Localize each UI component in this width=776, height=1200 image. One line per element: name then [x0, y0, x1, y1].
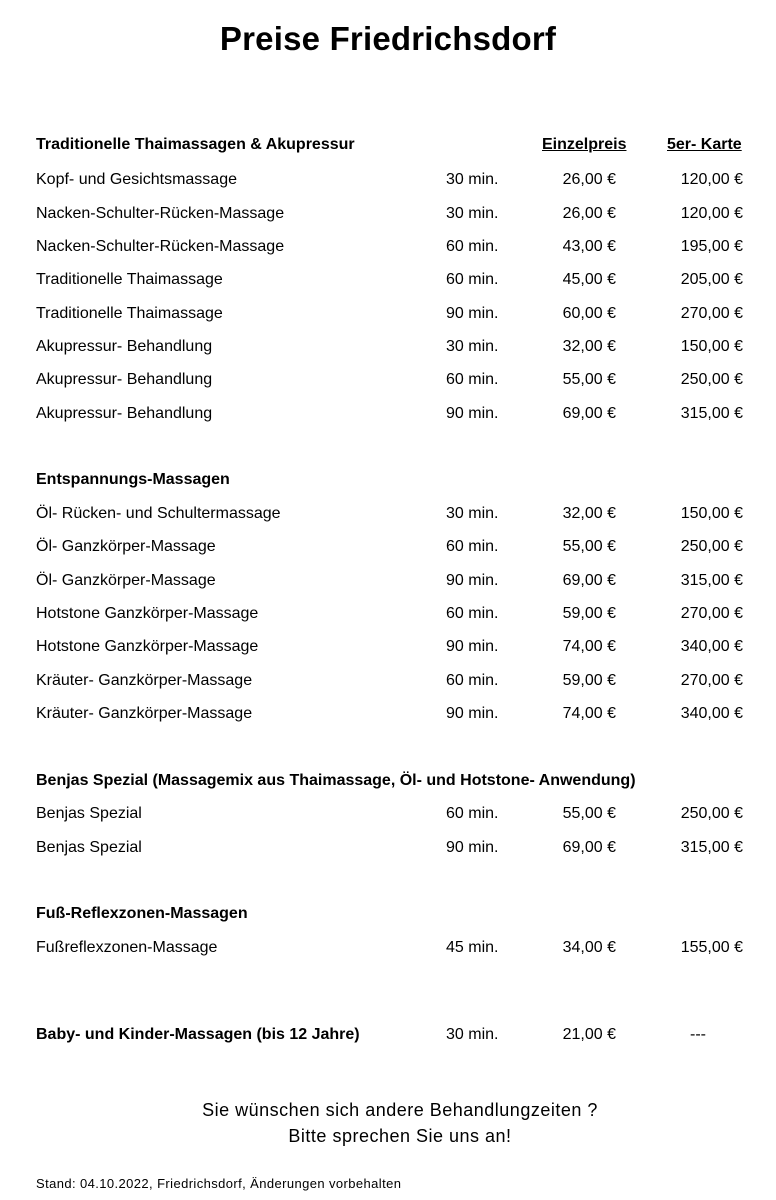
treatment-duration: 30 min.: [446, 1026, 499, 1043]
treatment-name: Öl- Rücken- und Schultermassage: [36, 505, 281, 522]
section-header-thai: [0, 133, 776, 157]
single-price: 26,00 €: [562, 205, 616, 222]
card-price: 250,00 €: [680, 538, 743, 555]
single-price: 60,00 €: [562, 305, 616, 322]
treatment-name: Traditionelle Thaimassage: [36, 305, 223, 322]
treatment-duration: 30 min.: [446, 171, 499, 188]
treatment-name: Baby- und Kinder-Massagen (bis 12 Jahre): [36, 1026, 360, 1043]
card-price: 120,00 €: [680, 205, 743, 222]
treatment-name: Hotstone Ganzkörper-Massage: [36, 638, 259, 655]
column-header-5er-card: 5er- Karte: [667, 136, 742, 153]
treatment-name: Fußreflexzonen-Massage: [36, 939, 218, 956]
section-header-benjas: [0, 769, 776, 793]
card-price: 270,00 €: [680, 672, 743, 689]
price-row: [0, 602, 776, 626]
card-price: 155,00 €: [680, 939, 743, 956]
card-price: 150,00 €: [680, 505, 743, 522]
price-row: [0, 535, 776, 559]
treatment-name: Hotstone Ganzkörper-Massage: [36, 605, 259, 622]
single-price: 59,00 €: [562, 672, 616, 689]
single-price: 69,00 €: [562, 572, 616, 589]
column-header-single-price: Einzelpreis: [542, 136, 627, 153]
treatment-duration: 60 min.: [446, 538, 499, 555]
treatment-duration: 60 min.: [446, 271, 499, 288]
treatment-name: Öl- Ganzkörper-Massage: [36, 538, 216, 555]
single-price: 45,00 €: [562, 271, 616, 288]
price-row: [0, 802, 776, 826]
treatment-duration: 90 min.: [446, 572, 499, 589]
card-price: 315,00 €: [680, 572, 743, 589]
treatment-name: Akupressur- Behandlung: [36, 405, 213, 422]
note-line-1: Sie wünschen sich andere Behandlungzeiten ?: [202, 1100, 598, 1120]
card-price: 250,00 €: [680, 805, 743, 822]
treatment-duration: 30 min.: [446, 338, 499, 355]
card-price: 340,00 €: [680, 638, 743, 655]
price-row: [0, 402, 776, 426]
treatment-duration: 45 min.: [446, 939, 499, 956]
price-row: [0, 368, 776, 392]
price-row: [0, 502, 776, 526]
section-title: Traditionelle Thaimassagen & Akupressur: [36, 136, 355, 153]
treatment-duration: 90 min.: [446, 705, 499, 722]
treatment-duration: 60 min.: [446, 238, 499, 255]
treatment-duration: 90 min.: [446, 638, 499, 655]
treatment-name: Benjas Spezial: [36, 805, 142, 822]
footer-text: Stand: 04.10.2022, Friedrichsdorf, Änderungen vorbehalten: [36, 1176, 402, 1191]
card-price: 270,00 €: [680, 605, 743, 622]
single-price: 59,00 €: [562, 605, 616, 622]
treatment-duration: 60 min.: [446, 672, 499, 689]
treatment-duration: 90 min.: [446, 405, 499, 422]
single-price: 55,00 €: [562, 371, 616, 388]
price-row: [0, 302, 776, 326]
price-row: [0, 268, 776, 292]
price-row: [0, 635, 776, 659]
price-row: [0, 202, 776, 226]
card-price: 340,00 €: [680, 705, 743, 722]
treatment-duration: 60 min.: [446, 805, 499, 822]
single-price: 69,00 €: [562, 405, 616, 422]
page-title: Preise Friedrichsdorf: [219, 20, 557, 57]
card-price: 205,00 €: [680, 271, 743, 288]
single-price: 32,00 €: [562, 338, 616, 355]
card-price: 120,00 €: [680, 171, 743, 188]
single-price: 32,00 €: [562, 505, 616, 522]
single-price: 74,00 €: [562, 705, 616, 722]
price-row: [0, 936, 776, 960]
single-price: 21,00 €: [562, 1026, 616, 1043]
treatment-duration: 90 min.: [446, 305, 499, 322]
card-price: 195,00 €: [680, 238, 743, 255]
single-price: 69,00 €: [562, 839, 616, 856]
treatment-name: Nacken-Schulter-Rücken-Massage: [36, 205, 285, 222]
treatment-duration: 30 min.: [446, 505, 499, 522]
card-price: 315,00 €: [680, 405, 743, 422]
card-price: ---: [690, 1026, 706, 1043]
section-title: Entspannungs-Massagen: [36, 471, 230, 488]
card-price: 315,00 €: [680, 839, 743, 856]
treatment-name: Nacken-Schulter-Rücken-Massage: [36, 238, 285, 255]
price-row: [0, 569, 776, 593]
treatment-name: Kopf- und Gesichtsmassage: [36, 171, 237, 188]
section-title: Fuß-Reflexzonen-Massagen: [36, 905, 248, 922]
treatment-duration: 90 min.: [446, 839, 499, 856]
treatment-duration: 60 min.: [446, 371, 499, 388]
single-price: 74,00 €: [562, 638, 616, 655]
price-row: [0, 168, 776, 192]
treatment-name: Akupressur- Behandlung: [36, 338, 213, 355]
treatment-name: Akupressur- Behandlung: [36, 371, 213, 388]
treatment-name: Traditionelle Thaimassage: [36, 271, 223, 288]
treatment-duration: 30 min.: [446, 205, 499, 222]
card-price: 150,00 €: [680, 338, 743, 355]
treatment-name: Benjas Spezial: [36, 839, 142, 856]
card-price: 270,00 €: [680, 305, 743, 322]
price-row: [0, 702, 776, 726]
single-price: 34,00 €: [562, 939, 616, 956]
treatment-name: Öl- Ganzkörper-Massage: [36, 572, 216, 589]
price-row: [0, 235, 776, 259]
single-price: 26,00 €: [562, 171, 616, 188]
section-title: Benjas Spezial (Massagemix aus Thaimassage, Öl- und Hotstone- Anwendung): [36, 772, 636, 789]
single-price: 55,00 €: [562, 538, 616, 555]
note-line-2: Bitte sprechen Sie uns an!: [288, 1126, 512, 1146]
section-header-relax: [0, 468, 776, 492]
card-price: 250,00 €: [680, 371, 743, 388]
treatment-name: Kräuter- Ganzkörper-Massage: [36, 672, 253, 689]
price-row: [0, 836, 776, 860]
single-price: 43,00 €: [562, 238, 616, 255]
section-header-foot: [0, 902, 776, 926]
treatment-name: Kräuter- Ganzkörper-Massage: [36, 705, 253, 722]
price-row: [0, 335, 776, 359]
kids-row: [0, 1023, 776, 1047]
treatment-duration: 60 min.: [446, 605, 499, 622]
price-row: [0, 669, 776, 693]
single-price: 55,00 €: [562, 805, 616, 822]
